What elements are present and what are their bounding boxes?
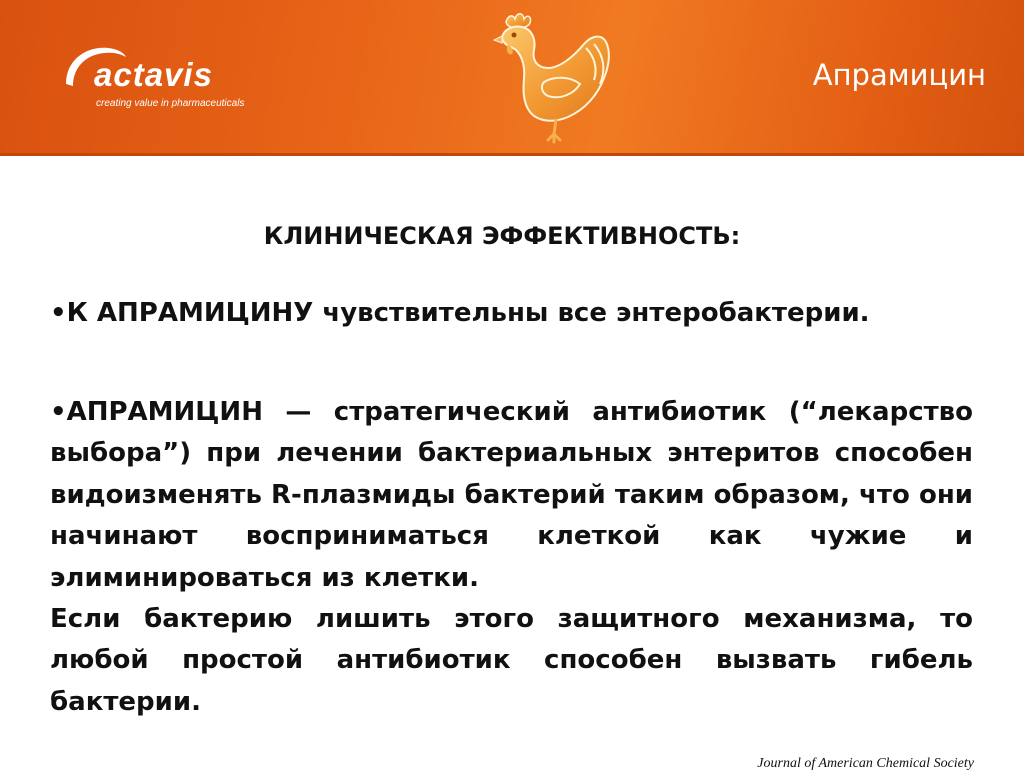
bullet-2: •АПРАМИЦИН — стратегический антибиотик (“лекарство выбора”) при лечении бактериальных энтеритов способен видоизменять R-плазмиды бактерий таким образом, что они начинают восприниматься клеткой как чужие и элиминироваться из клетки. [50,397,973,593]
slide-title: Апрамицин [812,58,986,92]
bullet-1: •К АПРАМИЦИНУ чувствительны все энтеробактерии. [50,298,870,328]
actavis-logo [62,40,262,120]
bullet-2-continuation: Если бактерию лишить этого защитного механизма, то любой простой антибиотик способен вызвать гибель бактерии. [50,604,973,717]
rooster-icon [492,8,622,148]
logo-wordmark: actavis [94,56,213,93]
slide-header [0,0,1024,156]
source-citation: Journal of American Chemical Society [757,756,974,771]
bullet-2-block [50,392,973,723]
section-heading: КЛИНИЧЕСКАЯ ЭФФЕКТИВНОСТЬ: [263,222,741,250]
logo-tagline: creating value in pharmaceuticals [96,98,245,109]
